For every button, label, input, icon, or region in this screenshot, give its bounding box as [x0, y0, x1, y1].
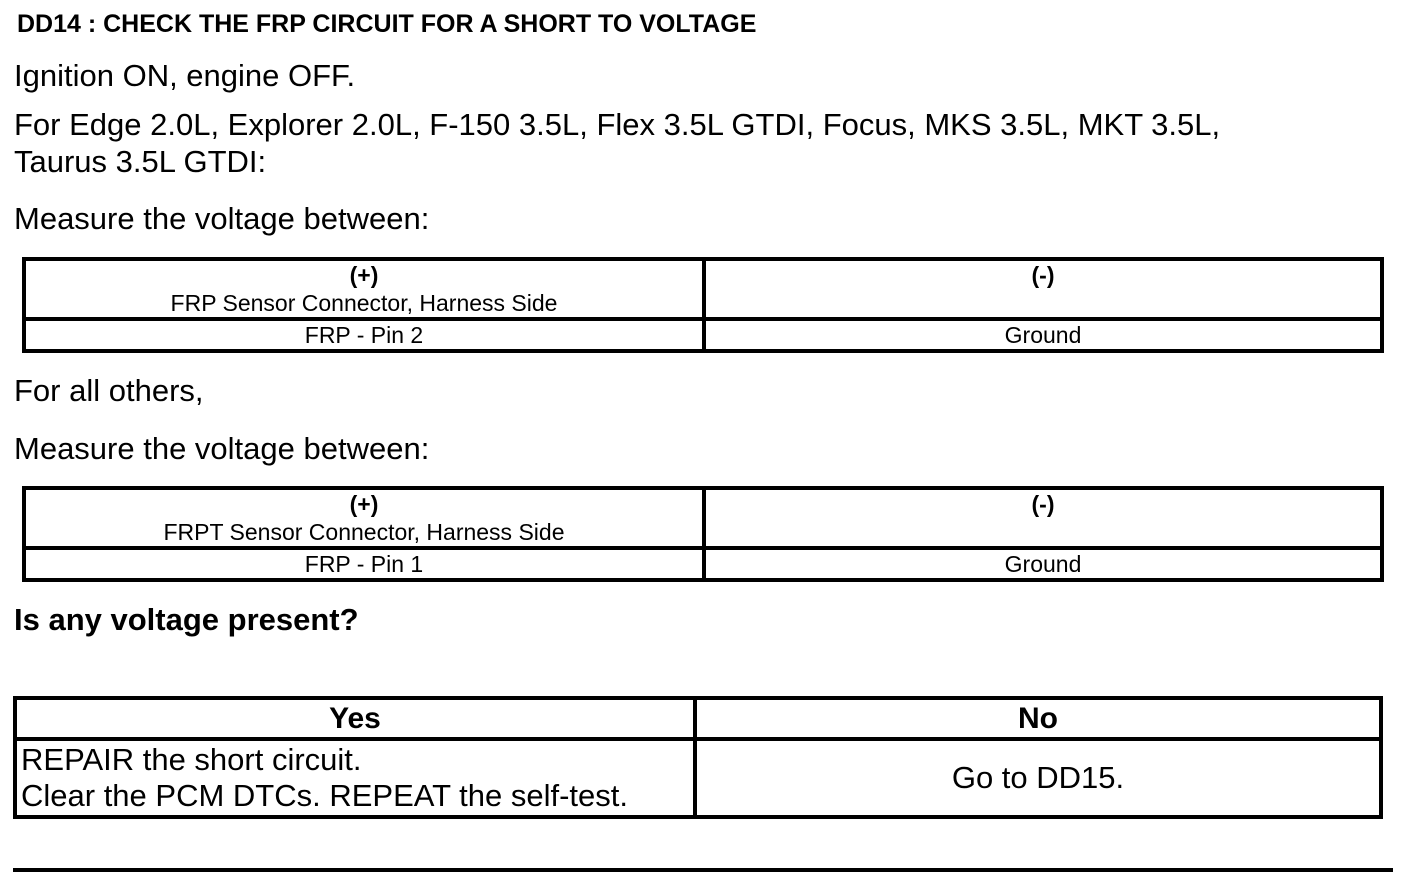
plus-pin-cell: FRP - Pin 1	[24, 548, 704, 580]
yes-action-line-1: REPAIR the short circuit.	[21, 742, 362, 777]
plus-header-cell	[24, 259, 704, 319]
ignition-instruction: Ignition ON, engine OFF.	[14, 58, 356, 93]
no-action-cell: Go to DD15.	[695, 739, 1381, 817]
minus-header-cell	[704, 259, 1382, 319]
yes-header: Yes	[15, 698, 695, 739]
measure-instruction-1: Measure the voltage between:	[14, 201, 430, 236]
voltage-question: Is any voltage present?	[14, 602, 359, 637]
yes-action-line-2: Clear the PCM DTCs. REPEAT the self-test.	[21, 778, 628, 813]
minus-header-cell	[704, 488, 1382, 548]
plus-header-cell	[24, 488, 704, 548]
plus-symbol: (+)	[349, 491, 379, 517]
page-title: DD14 : CHECK THE FRP CIRCUIT FOR A SHORT TO VOLTAGE	[17, 10, 757, 38]
bottom-divider	[13, 868, 1393, 872]
minus-symbol: (-)	[1031, 491, 1055, 517]
vehicle-list-line-1: For Edge 2.0L, Explorer 2.0L, F-150 3.5L, Flex 3.5L GTDI, Focus, MKS 3.5L, MKT 3.5L,	[14, 107, 1221, 142]
plus-symbol: (+)	[349, 262, 379, 288]
minus-symbol: (-)	[1031, 262, 1055, 288]
no-header: No	[695, 698, 1381, 739]
measurement-table-1	[22, 257, 1384, 353]
others-label: For all others,	[14, 373, 204, 408]
result-table	[13, 696, 1383, 819]
measure-instruction-2: Measure the voltage between:	[14, 431, 430, 466]
minus-ground-cell: Ground	[704, 319, 1382, 351]
plus-connector-label: FRPT Sensor Connector, Harness Side	[163, 519, 565, 545]
vehicle-list-line-2: Taurus 3.5L GTDI:	[14, 144, 267, 179]
plus-connector-label: FRP Sensor Connector, Harness Side	[170, 290, 558, 316]
plus-pin-cell: FRP - Pin 2	[24, 319, 704, 351]
minus-ground-cell: Ground	[704, 548, 1382, 580]
measurement-table-2	[22, 486, 1384, 582]
yes-action-cell	[15, 739, 695, 817]
